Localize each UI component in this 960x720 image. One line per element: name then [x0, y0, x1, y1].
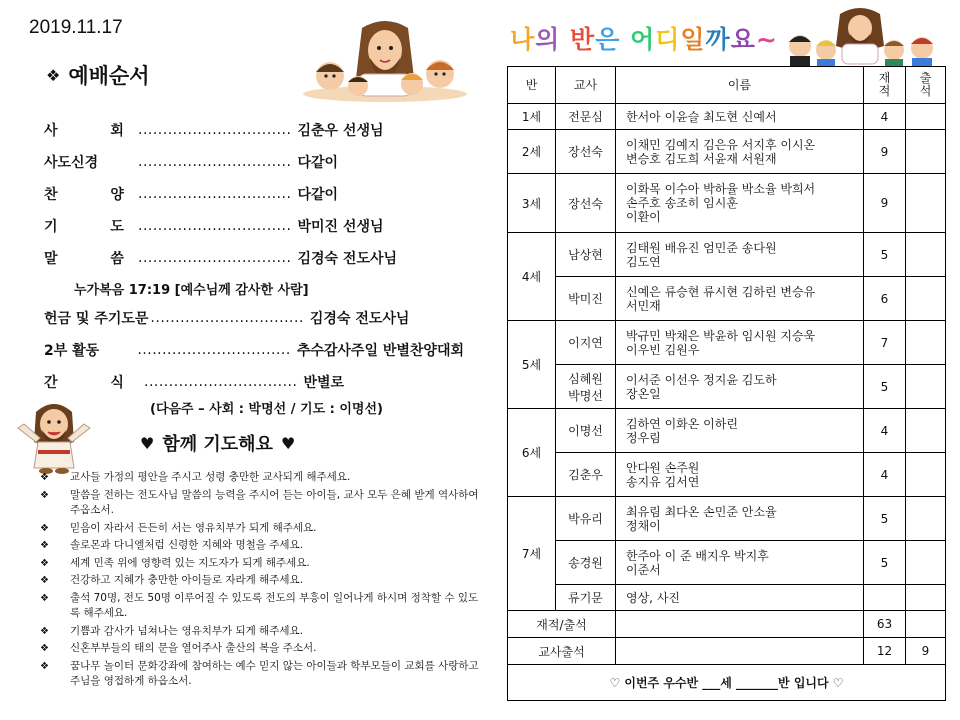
jesus-with-children-illustration	[300, 18, 470, 102]
diamond-bullet-icon: ❖	[40, 643, 49, 654]
order-leader-dots: ...............................	[138, 122, 292, 138]
attendance-cell	[906, 585, 946, 611]
prayer-text: 믿음이 자라서 든든히 서는 영유치부가 되게 해주세요.	[70, 521, 317, 534]
order-label: 기 도	[44, 219, 148, 235]
attendance-cell	[906, 541, 946, 585]
roster-title-char: 나	[510, 25, 536, 54]
prayer-item	[40, 538, 480, 554]
names-cell: 영상, 사진	[616, 585, 864, 611]
order-label: 헌금 및 주기도문	[44, 311, 149, 327]
enrolled-cell: 4	[864, 453, 906, 497]
class-roster-table	[507, 66, 946, 701]
prayer-item	[40, 521, 480, 537]
heart-icon: ♥	[140, 433, 155, 453]
order-label: 사도신경	[44, 155, 99, 171]
prayer-item	[40, 659, 480, 690]
summary-blank	[616, 611, 864, 638]
table-header-row	[508, 67, 946, 104]
names-cell: 이서준 이선우 정지윤 김도하 장온일	[616, 365, 864, 409]
order-value: 추수감사주일 반별찬양대회	[296, 343, 464, 359]
class-cell: 3세	[508, 174, 556, 233]
table-row	[508, 541, 946, 585]
class-cell: 6세	[508, 409, 556, 497]
teacher-cell: 김춘우	[556, 453, 616, 497]
diamond-bullet-icon: ❖	[40, 660, 49, 672]
summary-label: 재적/출석	[508, 611, 616, 638]
order-value: 반별로	[303, 375, 345, 391]
teacher-cell: 박유리	[556, 497, 616, 541]
diamond-bullet-icon: ❖	[40, 557, 49, 569]
names-cell: 이화목 이수아 박하율 박소율 박희서 손주호 송조히 임시훈 이환이	[616, 174, 864, 233]
header-teacher: 교사	[556, 67, 616, 104]
table-row	[508, 497, 946, 541]
names-cell: 한주아 이 준 배지우 박지후 이준서	[616, 541, 864, 585]
names-cell: 안다원 손주원 송지유 김서연	[616, 453, 864, 497]
attendance-cell	[906, 497, 946, 541]
next-week-note: (다음주 – 사회 : 박명선 / 기도 : 이명선)	[150, 402, 383, 417]
order-row	[44, 210, 464, 242]
header-names: 이름	[616, 67, 864, 104]
prayer-text: 세계 민족 위에 영향력 있는 지도자가 되게 해주세요.	[70, 556, 310, 569]
best-class-cell: ♡ 이번주 우수반 ___세 _______반 입니다 ♡	[508, 665, 946, 701]
order-value: 김춘우 선생님	[297, 123, 384, 139]
diamond-bullet-icon: ❖	[40, 592, 49, 604]
bulletin-date: 2019.11.17	[29, 17, 123, 38]
prayer-item	[40, 624, 480, 640]
enrolled-cell: 6	[864, 277, 906, 321]
diamond-bullet-icon: ❖	[40, 575, 49, 586]
summary-enrolled: 63	[864, 611, 906, 638]
diamond-bullet-icon: ❖	[40, 489, 49, 501]
roster-title-char: 까	[705, 25, 731, 54]
order-label: 찬 양	[44, 187, 148, 203]
order-value: 김경숙 전도사님	[297, 251, 398, 267]
teacher-cell: 이명선	[556, 409, 616, 453]
enrolled-cell: 4	[864, 409, 906, 453]
summary-attendance	[906, 611, 946, 638]
diamond-bullet-icon: ❖	[46, 65, 61, 85]
order-label: 말 씀	[44, 251, 148, 267]
attendance-cell	[906, 409, 946, 453]
enrolled-cell: 5	[864, 541, 906, 585]
enrolled-cell: 4	[864, 104, 906, 130]
diamond-bullet-icon: ❖	[40, 522, 49, 534]
enrolled-cell: 7	[864, 321, 906, 365]
summary-blank	[616, 638, 864, 665]
teacher-cell: 남상현	[556, 233, 616, 277]
header-class: 반	[508, 67, 556, 104]
sermon-text: 누가복음 17:19 [예수님께 감사한 사람]	[74, 282, 309, 298]
header-attendance: 출 석	[906, 67, 946, 104]
names-cell: 최유림 최다온 손민준 안소율 정채이	[616, 497, 864, 541]
class-cell: 5세	[508, 321, 556, 409]
summary-row	[508, 638, 946, 665]
attendance-cell	[906, 365, 946, 409]
order-leader-dots: ...............................	[137, 342, 291, 358]
roster-title	[510, 20, 778, 56]
class-cell: 2세	[508, 130, 556, 174]
names-cell: 김태원 배유진 엄민준 송다원 김도연	[616, 233, 864, 277]
order-label: 간 식	[44, 375, 148, 391]
table-row	[508, 277, 946, 321]
jesus-cartoon-illustration	[14, 398, 94, 476]
order-value: 김경숙 전도사님	[309, 311, 410, 327]
names-cell: 박규민 박채은 박윤하 임시원 지승욱 이우빈 김원우	[616, 321, 864, 365]
prayer-text: 출석 70명, 전도 50명 이루어질 수 있도록 전도의 부흥이 일어나게 하시며 정착할 수 있도록 해주세요.	[70, 591, 479, 619]
diamond-bullet-icon: ❖	[40, 625, 49, 637]
roster-title-char: 디	[655, 25, 681, 54]
table-row	[508, 233, 946, 277]
summary-attendance: 9	[906, 638, 946, 665]
order-row	[44, 334, 464, 366]
diamond-bullet-icon: ❖	[40, 540, 49, 551]
teacher-cell: 장선숙	[556, 174, 616, 233]
prayer-item	[40, 591, 480, 622]
attendance-cell	[906, 321, 946, 365]
names-cell: 한서아 이윤슬 최도현 신예서	[616, 104, 864, 130]
attendance-cell	[906, 277, 946, 321]
best-class-row	[508, 665, 946, 701]
order-value: 박미진 선생님	[297, 219, 384, 235]
class-cell: 7세	[508, 497, 556, 611]
roster-title-char	[620, 25, 630, 54]
order-leader-dots: ...............................	[144, 374, 298, 390]
table-row	[508, 453, 946, 497]
enrolled-cell: 5	[864, 365, 906, 409]
roster-title-char: ~	[755, 25, 778, 54]
teacher-cell: 박미진	[556, 277, 616, 321]
teacher-cell: 류기문	[556, 585, 616, 611]
diamond-bullet-icon: ❖	[40, 472, 49, 483]
names-cell: 이채민 김예지 김은유 서지후 이시온 변승호 김도희 서윤재 서원재	[616, 130, 864, 174]
order-row	[44, 114, 464, 146]
class-cell: 4세	[508, 233, 556, 321]
teacher-cell: 전문심	[556, 104, 616, 130]
table-row	[508, 585, 946, 611]
order-row	[44, 366, 464, 398]
table-row	[508, 409, 946, 453]
names-cell: 신예은 류승현 류시현 김하린 변승유 서민재	[616, 277, 864, 321]
enrolled-cell: 9	[864, 174, 906, 233]
roster-title-char	[560, 25, 570, 54]
header-enrolled: 재 적	[864, 67, 906, 104]
prayer-text: 솔로몬과 다니엘처럼 신령한 지혜와 명철을 주세요.	[70, 539, 304, 551]
prayer-text: 기쁨과 감사가 넘쳐나는 영유치부가 되게 해주세요.	[70, 624, 304, 637]
prayer-item	[40, 641, 480, 657]
prayer-title-text: 함께 기도해요	[162, 434, 273, 455]
order-leader-dots: ...............................	[138, 218, 292, 234]
teacher-cell: 장선숙	[556, 130, 616, 174]
class-cell: 1세	[508, 104, 556, 130]
prayer-text: 신혼부부들의 태의 문을 열어주사 출산의 복을 주소서.	[70, 642, 317, 654]
attendance-cell	[906, 174, 946, 233]
enrolled-cell	[864, 585, 906, 611]
children-group-illustration	[780, 6, 940, 68]
names-cell: 김하연 이화온 이하린 정우림	[616, 409, 864, 453]
roster-title-char: 어	[630, 25, 656, 54]
worship-order-list	[44, 114, 464, 398]
enrolled-cell: 9	[864, 130, 906, 174]
roster-title-char: 반	[570, 25, 596, 54]
order-leader-dots: ...............................	[138, 154, 292, 170]
enrolled-cell: 5	[864, 233, 906, 277]
prayer-item	[40, 556, 480, 572]
attendance-cell	[906, 104, 946, 130]
order-value: 다같이	[297, 155, 339, 171]
prayer-text: 말씀을 전하는 전도사님 말씀의 능력을 주시어 듣는 아이들, 교사 모두 은혜 받게 역사하여 주옵소서.	[70, 488, 479, 516]
teacher-cell: 심혜원 박명선	[556, 365, 616, 409]
summary-label: 교사출석	[508, 638, 616, 665]
table-row	[508, 104, 946, 130]
summary-row	[508, 611, 946, 638]
attendance-cell	[906, 233, 946, 277]
prayer-item	[40, 573, 480, 589]
order-leader-dots: ...............................	[138, 250, 292, 266]
prayer-text: 건강하고 지혜가 충만한 아이들로 자라게 해주세요.	[70, 574, 304, 586]
order-leader-dots: ...............................	[138, 186, 292, 202]
prayer-text: 교사들 가정의 평안을 주시고 성령 충만한 교사되게 해주세요.	[70, 471, 351, 483]
roster-title-char: 은	[595, 25, 621, 54]
attendance-cell	[906, 453, 946, 497]
worship-order-title-text: 예배순서	[68, 64, 150, 88]
table-row	[508, 321, 946, 365]
prayer-title	[140, 430, 295, 456]
prayer-text: 꿈나무 놀이터 문화강좌에 참여하는 예수 믿지 않는 아이들과 학부모들이 교회를 사랑하고 주님을 영접하게 하옵소서.	[70, 659, 479, 687]
attendance-cell	[906, 130, 946, 174]
worship-order-title	[46, 60, 150, 90]
teacher-cell: 송경원	[556, 541, 616, 585]
order-row	[44, 302, 464, 334]
heart-icon: ♥	[280, 433, 296, 453]
table-row	[508, 130, 946, 174]
table-row	[508, 174, 946, 233]
order-leader-dots: ...............................	[150, 310, 304, 326]
table-row	[508, 365, 946, 409]
prayer-item	[40, 470, 480, 486]
order-label: 사 회	[44, 123, 148, 139]
roster-title-char: 요	[730, 25, 756, 54]
order-value: 다같이	[297, 187, 339, 203]
roster-title-char: 일	[680, 25, 706, 54]
prayer-list	[40, 470, 480, 692]
roster-title-char: 의	[535, 25, 561, 54]
order-row	[44, 178, 464, 210]
prayer-item	[40, 488, 480, 519]
teacher-cell: 이지연	[556, 321, 616, 365]
order-row	[44, 146, 464, 178]
order-label: 2부 활동	[44, 343, 100, 359]
order-row	[44, 242, 464, 274]
enrolled-cell: 5	[864, 497, 906, 541]
summary-enrolled: 12	[864, 638, 906, 665]
